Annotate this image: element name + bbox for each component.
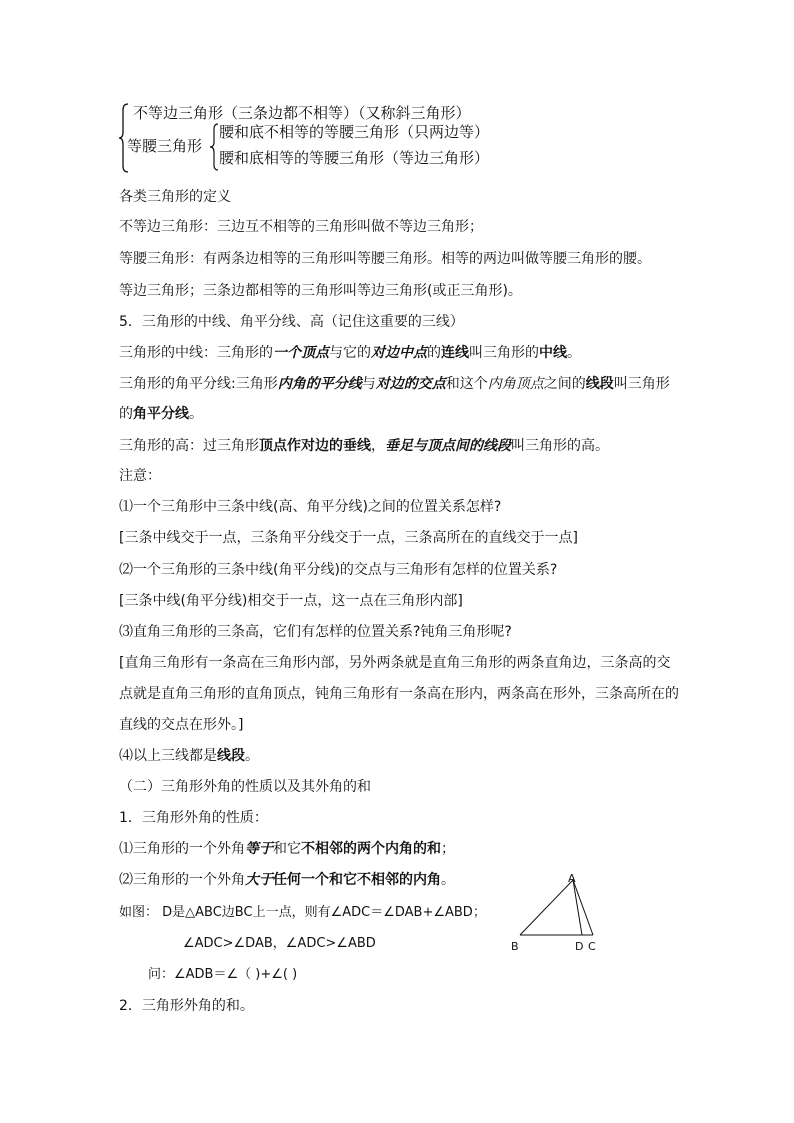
answer-3-line1: [直角三角形有一条高在三角形内部，另外两条就是直角三角形的两条直角边，三条高的交 bbox=[119, 655, 671, 671]
example-line-2: ∠ADC>∠DAB，∠ADC>∠ABD bbox=[183, 936, 376, 951]
question-angle-adb: 问：∠ADB＝∠（ )+∠( ) bbox=[148, 967, 298, 982]
property-2-title: 2．三角形外角的和。 bbox=[119, 998, 254, 1014]
def-isosceles: 等腰三角形：有两条边相等的三角形叫等腰三角形。相等的两边叫做等腰三角形的腰。 bbox=[119, 251, 651, 267]
answer-3-line3: 直线的交点在形外。] bbox=[119, 717, 244, 733]
class-iso-equal: 腰和底相等的等腰三角形（等边三角形） bbox=[219, 149, 490, 167]
property-1-title: 1．三角形外角的性质： bbox=[119, 810, 268, 826]
part-2-title: （二）三角形外角的性质以及其外角的和 bbox=[119, 779, 371, 795]
property-equal: ⑴三角形的一个外角等于和它不相邻的两个内角的和； bbox=[119, 841, 455, 857]
median-definition: 三角形的中线：三角形的一个顶点与它的对边中点的连线叫三角形的中线。 bbox=[119, 345, 581, 361]
question-4: ⑷以上三线都是线段。 bbox=[119, 748, 259, 764]
question-1: ⑴一个三角形中三条中线(高、角平分线)之间的位置关系怎样? bbox=[119, 499, 502, 515]
label-c: C bbox=[588, 940, 596, 953]
bisector-definition-line1: 三角形的角平分线:三角形内角的平分线与对边的交点和这个内角顶点之间的线段叫三角形 bbox=[119, 376, 670, 392]
property-greater: ⑵三角形的一个外角大于任何一个和它不相邻的内角。 bbox=[119, 872, 455, 888]
question-2: ⑵一个三角形的三条中线(角平分线)的交点与三角形有怎样的位置关系? bbox=[119, 562, 558, 578]
def-equilateral: 等边三角形；三条边都相等的三角形叫等边三角形(或正三角形)。 bbox=[119, 283, 522, 299]
triangle-figure bbox=[505, 870, 615, 955]
defs-heading: 各类三角形的定义 bbox=[119, 189, 231, 205]
class-iso-non-equal: 腰和底不相等的等腰三角形（只两边等） bbox=[219, 123, 490, 141]
answer-3-line2: 点就是直角三角形的直角顶点，钝角三角形有一条高在形内，两条高在形外，三条高所在的 bbox=[119, 686, 679, 702]
side-ac bbox=[573, 880, 593, 935]
bisector-definition-line2: 的角平分线。 bbox=[119, 406, 203, 422]
class-isosceles: 等腰三角形 bbox=[127, 137, 203, 155]
side-ab bbox=[520, 880, 573, 935]
label-d: D bbox=[575, 940, 584, 953]
question-3: ⑶直角三角形的三条高，它们有怎样的位置关系?钝角三角形呢? bbox=[119, 624, 512, 640]
label-b: B bbox=[511, 940, 519, 953]
answer-1: [三条中线交于一点，三条角平分线交于一点，三条高所在的直线交于一点] bbox=[119, 530, 578, 546]
segment-ad bbox=[573, 880, 582, 935]
answer-2: [三条中线(角平分线)相交于一点，这一点在三角形内部] bbox=[119, 593, 463, 609]
altitude-definition: 三角形的高：过三角形顶点作对边的垂线，垂足与顶点间的线段叫三角形的高。 bbox=[119, 438, 609, 454]
note-label: 注意： bbox=[119, 468, 161, 484]
triangle-classification bbox=[119, 102, 539, 174]
label-a: A bbox=[568, 872, 576, 885]
section-5-title: 5．三角形的中线、角平分线、高（记住这重要的三线） bbox=[119, 314, 464, 330]
def-scalene: 不等边三角形：三边互不相等的三角形叫做不等边三角形； bbox=[119, 219, 483, 235]
class-scalene: 不等边三角形（三条边都不相等）（又称斜三角形） bbox=[133, 104, 471, 122]
example-line-1: 如图： D是△ABC边BC上一点，则有∠ADC＝∠DAB+∠ABD； bbox=[119, 905, 486, 920]
